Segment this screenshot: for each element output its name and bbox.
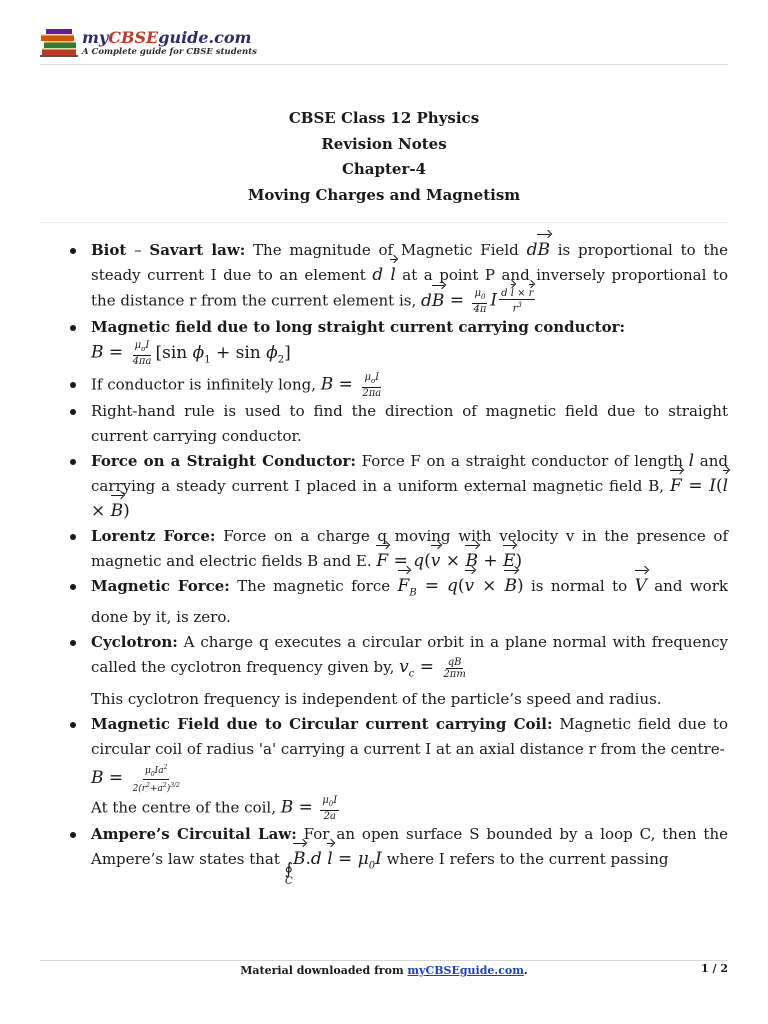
logo-name: myCBSEguide.com [82,27,252,47]
title-line-2: Revision Notes [321,134,447,153]
formula-straight-conductor: B = $\frac{\mu_oI}{4\pi a}$ [sin $\phi_1 + \sin \phi_2$] [91,340,291,367]
bullet-icon [70,382,76,388]
list-item-infinite-conductor: If conductor is infinitely long, B = $\frac{\mu_oI}{2\pi a}$ [68,372,728,399]
page-footer: Material downloaded from myCBSEguide.com. [240,964,528,977]
bullet-icon [70,248,76,254]
list-item-right-hand-rule: Right-hand rule is used to find the direction of magnetic field due to straight current carrying conductor. [68,399,728,449]
bullet-icon [70,325,76,331]
bullet-icon [70,722,76,728]
footer-site-link[interactable]: myCBSEguide.com [407,964,524,977]
page-number: 1 / 2 [701,962,728,975]
notes-content [68,238,728,887]
bullet-icon [70,409,76,415]
bullet-icon [70,832,76,838]
list-item-cyclotron: Cyclotron: A charge q executes a circular orbit in a plane normal with frequency called the cyclotron frequency given by, $v_c$ = $\frac{qB}{2\pi m}$ [68,630,728,686]
bullet-icon [70,584,76,590]
title-divider [40,222,728,223]
books-logo-icon [40,26,80,60]
coil-centre-formula: At the centre of the coil, B = $\frac{\mu_0I}{2a}$ [91,795,338,823]
bullet-icon [70,640,76,646]
list-item-straight-conductor: Magnetic field due to long straight current carrying conductor: [68,315,728,340]
site-logo[interactable] [40,26,257,60]
bullet-icon [70,534,76,540]
list-item-force-conductor: Force on a Straight Conductor: Force F on a straight conductor of length l and carrying a steady current I placed in a uniform external magnetic field B, F = I(l × B) [68,449,728,524]
formula-circular-coil: B = $\frac{\mu_0Ia^2}{2(r^2+a^2)^{3/2}}$ [91,763,180,795]
title-line-4: Moving Charges and Magnetism [247,185,521,204]
bullet-icon [70,459,76,465]
title-line-1: CBSE Class 12 Physics [288,109,480,127]
logo-tagline: A Complete guide for CBSE students [82,46,257,57]
footer-divider [40,960,728,961]
list-item-magnetic-force: Magnetic Force: The magnetic force $F_B = q(v \times B)$ is normal to V and work done by it, is zero. [68,574,728,630]
list-item-lorentz-force: Lorentz Force: Force on a charge q moving with velocity v in the presence of magnetic and electric fields B and E. F = q(v × B + E) [68,524,728,574]
title-line-3: Chapter-4 [341,160,427,178]
list-item-ampere-law: Ampere’s Circuital Law: For an open surface S bounded by a loop C, then the Ampere’s law states that ∮ C B.d $l = \mu_0I$ where I refers to the current passing [68,822,728,887]
cyclotron-note: This cyclotron frequency is independent of the particle’s speed and radius. [91,689,662,708]
page-header [40,22,728,65]
document-title [0,106,768,208]
list-item-biot-savart: Biot – Savart law: The magnitude of Magnetic Field dB is proportional to the steady current I due to an element d l at a point P and inversely proportional to the distance r from the current element is, dB = $\frac{\mu_0}{4\pi}$ I $\frac{\text{d l × r}}{r^3}$ [68,238,728,315]
list-item-circular-coil: Magnetic Field due to Circular current carrying Coil: Magnetic field due to circular coil of radius 'a' carrying a current I at an axial distance r from the centre- [68,712,728,762]
